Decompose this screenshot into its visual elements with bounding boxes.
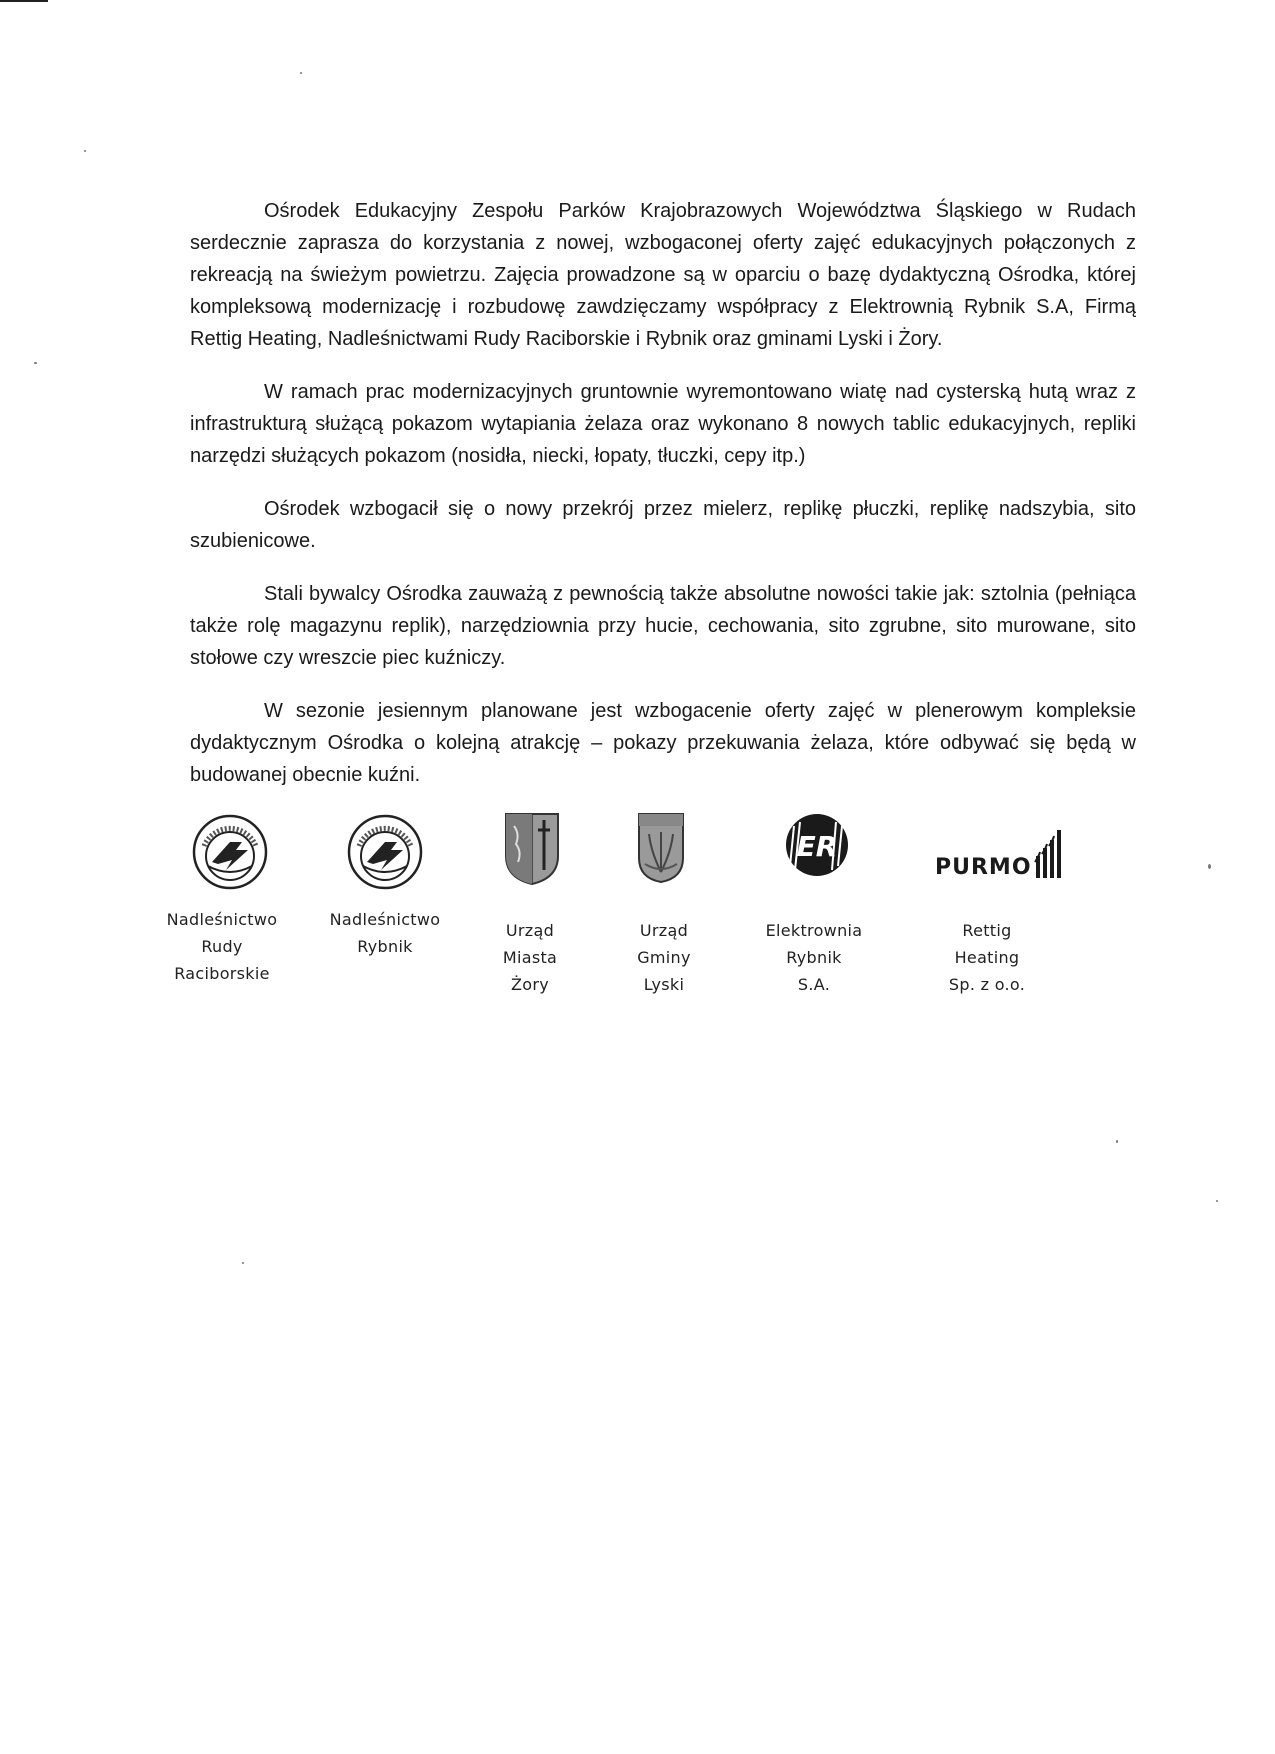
scan-speck	[1208, 864, 1211, 869]
paragraph: W sezonie jesiennym planowane jest wzbogacenie oferty zajęć w plenerowym kompleksie dydaktycznym Ośrodka o kolejną atrakcję – pokazy przekuwania żelaza, które odbywać się będą w budowanej obecnie kuźni.	[190, 700, 1136, 786]
svg-text:PURMO: PURMO	[935, 855, 1032, 880]
caption-line: Urząd	[505, 921, 555, 940]
letter-body	[190, 195, 1136, 812]
caption-line: Rybnik	[786, 948, 842, 967]
scan-speck	[34, 362, 37, 364]
partner-caption-zory	[455, 917, 605, 998]
paragraph: Ośrodek Edukacyjny Zespołu Parków Krajobrazowych Województwa Śląskiego w Rudach serdecznie zaprasza do korzystania z nowej, wzbogaconej oferty zajęć edukacyjnych połączonych z rekreacją na świeżym powietrzu. Zajęcia prowadzone są w oparciu o bazę dydaktyczną Ośrodka, której kompleksową modernizację i rozbudowę zawdzięczamy współpracy z Elektrownią Rybnik S.A, Firmą Rettig Heating, Nadleśnictwami Rudy Raciborskie i Rybnik oraz gminami Lyski i Żory.	[190, 200, 1136, 350]
scan-speck	[242, 1262, 244, 1264]
partner-caption-rybnik-forest	[310, 906, 460, 960]
partner-caption-lyski	[589, 917, 739, 998]
scan-speck	[300, 72, 302, 74]
scan-speck	[84, 150, 86, 152]
svg-text:ER: ER	[796, 830, 838, 863]
caption-line: Nadleśnictwo	[166, 910, 278, 929]
partner-caption-elektrownia	[739, 917, 889, 998]
partner-caption-rudy-raciborskie	[147, 906, 297, 987]
caption-line: Heating	[954, 948, 1020, 967]
caption-line: Lyski	[643, 975, 685, 994]
scan-corner-mark	[0, 0, 48, 2]
partner-caption-rettig	[912, 917, 1062, 998]
zory-coat-of-arms-icon	[504, 812, 560, 886]
caption-line: Urząd	[639, 921, 689, 940]
paragraph: Stali bywalcy Ośrodka zauważą z pewnością także absolutne nowości takie jak: sztolnia (pełniąca także rolę magazynu replik), narzędziownia przy hucie, cechowania, sito zgrubne, sito murowane, sito stołowe czy wreszcie piec kuźniczy.	[190, 583, 1136, 669]
caption-line: Sp. z o.o.	[948, 975, 1026, 994]
lasy-panstwowe-logo	[345, 812, 425, 892]
caption-line: Elektrownia	[765, 921, 863, 940]
caption-line: Raciborskie	[174, 964, 270, 983]
scan-speck	[1216, 1200, 1218, 1202]
caption-line: Gminy	[637, 948, 691, 967]
lasy-panstwowe-logo	[190, 812, 270, 892]
purmo-logo	[932, 822, 1062, 880]
lyski-coat-of-arms-icon	[637, 812, 685, 884]
scan-speck	[1116, 1140, 1118, 1143]
elektrownia-rybnik-logo	[784, 812, 850, 878]
caption-line: Nadleśnictwo	[329, 910, 441, 929]
caption-line: Miasta	[502, 948, 558, 967]
paragraph: Ośrodek wzbogacił się o nowy przekrój przez mielerz, replikę płuczki, replikę nadszybia, sito szubienicowe.	[190, 498, 1136, 552]
caption-line: Rybnik	[357, 937, 413, 956]
caption-line: Żory	[511, 975, 549, 994]
caption-line: Rudy	[201, 937, 243, 956]
caption-line: Rettig	[962, 921, 1012, 940]
caption-line: S.A.	[797, 975, 831, 994]
paragraph: W ramach prac modernizacyjnych gruntownie wyremontowano wiatę nad cysterską hutą wraz z infrastrukturą służącą pokazom wytapiania żelaza oraz wykonano 8 nowych tablic edukacyjnych, repliki narzędzi służących pokazom (nosidła, niecki, łopaty, tłuczki, cepy itp.)	[190, 381, 1136, 467]
